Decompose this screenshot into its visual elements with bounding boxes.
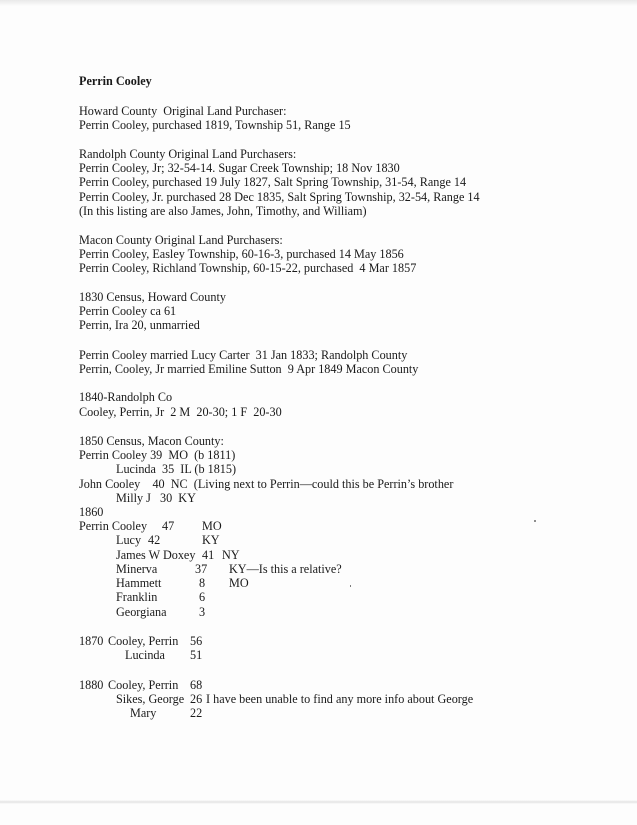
randolph-line: (In this listing are also James, John, Timothy, and William) <box>79 204 367 218</box>
census-1880-name: Sikes, George <box>116 692 185 706</box>
randolph-line: Perrin Cooley, Jr; 32-54-14. Sugar Creek Township; 18 Nov 1830 <box>79 161 400 175</box>
census-1860-age: 3 <box>199 605 206 619</box>
census-1860-place: MO <box>229 576 249 590</box>
census-1860-name: Perrin Cooley <box>79 519 148 533</box>
howard-line: Perrin Cooley, purchased 1819, Township 51, Range 15 <box>79 118 351 132</box>
scan-edge-top <box>0 0 637 6</box>
census-1860-name: Hammett <box>116 576 162 590</box>
census-1860-age: 47 <box>162 519 175 533</box>
page-title: Perrin Cooley <box>79 74 152 88</box>
census-1860-name: James W Doxey <box>116 548 196 562</box>
census-1880-age: 68 <box>190 678 203 692</box>
randolph-heading: Randolph County Original Land Purchasers: <box>79 147 297 161</box>
census-1880-age: 22 <box>190 706 203 720</box>
census-1860-name: Minerva <box>116 562 158 576</box>
census-1880-name: Cooley, Perrin <box>108 678 179 692</box>
macon-line: Perrin Cooley, Richland Township, 60-15-22, purchased 4 Mar 1857 <box>79 261 417 275</box>
census-1860-name: Franklin <box>116 590 158 604</box>
census-1860-place: KY <box>202 533 220 547</box>
census-1880-year: 1880 <box>79 678 104 692</box>
census-1880-note: I have been unable to find any more info about George <box>206 692 474 706</box>
census-1850-heading: 1850 Census, Macon County: <box>79 434 224 448</box>
randolph-line: Perrin Cooley, Jr. purchased 28 Dec 1835, Salt Spring Township, 32-54, Range 14 <box>79 190 480 204</box>
census-1860-place: NY <box>222 548 240 562</box>
census-1850-line: Perrin Cooley 39 MO (b 1811) <box>79 448 236 462</box>
howard-heading: Howard County Original Land Purchaser: <box>79 104 287 118</box>
census-1880-age: 26 <box>190 692 203 706</box>
randolph-line: Perrin Cooley, purchased 19 July 1827, Salt Spring Township, 31-54, Range 14 <box>79 175 467 189</box>
census-1880-name: Mary <box>130 706 157 720</box>
census-1840-line: Cooley, Perrin, Jr 2 M 20-30; 1 F 20-30 <box>79 405 282 419</box>
marriage-line: Perrin Cooley married Lucy Carter 31 Jan 1833; Randolph County <box>79 348 408 362</box>
census-1840-heading: 1840-Randolph Co <box>79 390 173 404</box>
census-1870-name: Cooley, Perrin <box>108 634 179 648</box>
scan-speck <box>350 585 351 587</box>
census-1860-heading: 1860 <box>79 505 104 519</box>
census-1830-line: Perrin, Ira 20, unmarried <box>79 318 200 332</box>
census-1860-age: 37 <box>195 562 208 576</box>
census-1850-line: Lucinda 35 IL (b 1815) <box>116 462 237 476</box>
marriage-line: Perrin, Cooley, Jr married Emiline Sutton 9 Apr 1849 Macon County <box>79 362 419 376</box>
scan-edge-bottom <box>0 800 637 804</box>
census-1870-age: 51 <box>190 648 203 662</box>
macon-heading: Macon County Original Land Purchasers: <box>79 233 283 247</box>
census-1860-name: Georgiana <box>116 605 167 619</box>
census-1830-heading: 1830 Census, Howard County <box>79 290 226 304</box>
census-1860-age: 41 <box>202 548 215 562</box>
census-1830-line: Perrin Cooley ca 61 <box>79 304 177 318</box>
census-1870-name: Lucinda <box>125 648 165 662</box>
census-1870-age: 56 <box>190 634 203 648</box>
census-1850-line: Milly J 30 KY <box>116 491 196 505</box>
census-1860-age: 8 <box>199 576 206 590</box>
census-1860-age: 42 <box>148 533 161 547</box>
macon-line: Perrin Cooley, Easley Township, 60-16-3, purchased 14 May 1856 <box>79 247 404 261</box>
census-1850-line: John Cooley 40 NC (Living next to Perrin—could this be Perrin’s brother <box>79 477 454 491</box>
census-1860-age: 6 <box>199 590 206 604</box>
scan-speck <box>534 520 536 522</box>
census-1860-name: Lucy <box>116 533 142 547</box>
census-1860-place: KY—Is this a relative? <box>229 562 342 576</box>
census-1870-year: 1870 <box>79 634 104 648</box>
census-1860-place: MO <box>202 519 222 533</box>
